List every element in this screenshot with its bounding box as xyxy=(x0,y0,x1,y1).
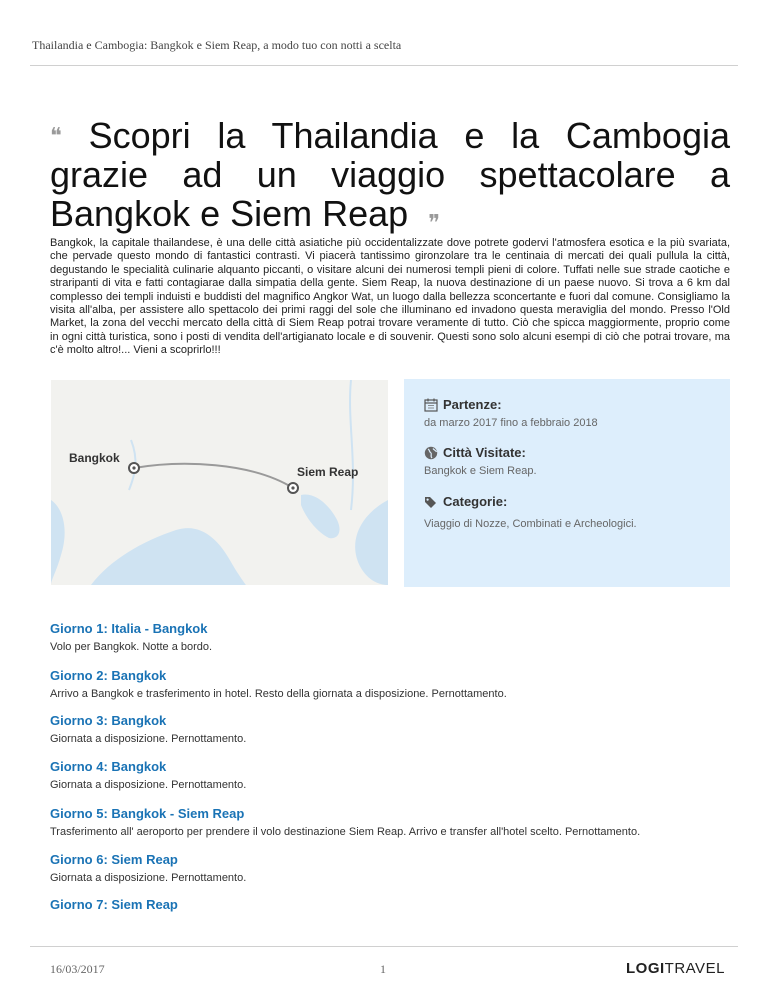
departures-value: da marzo 2017 fino a febbraio 2018 xyxy=(424,417,598,429)
day-text: Giornata a disposizione. Pernottamento. xyxy=(50,779,247,791)
cities-label: Città Visitate: xyxy=(443,445,526,460)
departures-heading xyxy=(424,397,502,412)
day-text: Trasferimento all' aeroporto per prendere il volo destinazione Siem Reap. Arrivo e transfer all'hotel scelto. Pernottamento. xyxy=(50,826,641,838)
title-text: Scopri la Thailandia e la Cambogia grazie ad un viaggio spettacolare a Bangkok e Siem Reap xyxy=(50,115,730,234)
header-divider xyxy=(30,65,738,66)
day-text: Giornata a disposizione. Pernottamento. xyxy=(50,872,247,884)
close-quote-icon: ❞ xyxy=(428,210,441,235)
map-marker-dot xyxy=(291,486,294,489)
day-title: Giorno 6: Siem Reap xyxy=(50,852,178,867)
day-text: Arrivo a Bangkok e trasferimento in hotel. Resto della giornata a disposizione. Pernottamento. xyxy=(50,688,507,700)
itinerary-day xyxy=(50,759,730,791)
categories-heading xyxy=(424,494,507,509)
tags-icon xyxy=(424,495,438,509)
itinerary-day xyxy=(50,621,730,653)
map-marker-dot xyxy=(132,466,135,469)
day-text: Volo per Bangkok. Notte a bordo. xyxy=(50,641,213,653)
footer-divider xyxy=(30,946,738,947)
categories-value: Viaggio di Nozze, Combinati e Archeologici. xyxy=(424,518,637,530)
cities-heading xyxy=(424,445,526,460)
page-number: 1 xyxy=(380,962,386,976)
itinerary-day xyxy=(50,806,730,838)
open-quote-icon: ❝ xyxy=(50,123,62,148)
departures-label: Partenze: xyxy=(443,397,502,412)
page-title xyxy=(50,116,730,242)
day-text: Giornata a disposizione. Pernottamento. xyxy=(50,733,247,745)
calendar-icon xyxy=(424,398,438,412)
day-title: Giorno 2: Bangkok xyxy=(50,668,167,683)
itinerary-day xyxy=(50,713,730,745)
logo-rest: TRAVEL xyxy=(664,960,725,977)
cities-value: Bangkok e Siem Reap. xyxy=(424,465,537,477)
map-graphic xyxy=(51,380,388,585)
map-label-bangkok: Bangkok xyxy=(69,451,120,465)
day-title: Giorno 1: Italia - Bangkok xyxy=(50,621,208,636)
trip-info-box xyxy=(404,379,730,587)
day-title: Giorno 4: Bangkok xyxy=(50,759,167,774)
day-title: Giorno 5: Bangkok - Siem Reap xyxy=(50,806,245,821)
route-map xyxy=(51,380,388,585)
intro-paragraph: Bangkok, la capitale thailandese, è una delle città asiatiche più occidentalizzate dove potrete godervi l'atmosfera esotica e la più svariata, che pervade questo mondo di fantastici contrasti. Vi piacerà tantissimo gironzolare tra le centinaia di mercati dei quali pullula la città, degustando le specialità culinarie alquanto piccanti, o visitare alcuni dei numerosi templi pieni di colore. Tuffati nelle sue strade caotiche e straripanti di vita e fatti contagiarae dalla simpatia della gente. Siem Reap, la nuova destinazione di un paese nuovo. Si trova a 6 km dal complesso dei templi induisti e buddisti del magnifico Angkor Wat, un luogo dalla bellezza sconcertante e fuori dal comune. Consigliamo la visita all'alba, per assistere allo spettacolo dei primi raggi del sole che illuminano ed invadono questa meraviglia del mondo. Presso l'Old Market, la zona del vecchi mercato della città di Siem Reap potrai trovare veramente di tutto. Ciò che spicca maggiormente, proprio come in ogni città turistica, sono i posti di vendita dell'artigianato locale e di souvenir. Questi sono solo alcuni esempi di ciò che potrai trovare, ma c'è molto altro!... Vieni a scoprirlo!!! xyxy=(50,237,730,357)
day-title: Giorno 3: Bangkok xyxy=(50,713,167,728)
globe-icon xyxy=(424,446,438,460)
categories-label: Categorie: xyxy=(443,494,508,509)
map-label-siem-reap: Siem Reap xyxy=(297,465,359,479)
logitravel-logo xyxy=(626,960,725,977)
logo-bold: LOGI xyxy=(626,960,665,977)
footer-date: 16/03/2017 xyxy=(50,962,105,976)
itinerary-day xyxy=(50,852,730,884)
itinerary-day xyxy=(50,668,730,700)
itinerary-day xyxy=(50,897,730,917)
day-title: Giorno 7: Siem Reap xyxy=(50,897,178,912)
page-header: Thailandia e Cambogia: Bangkok e Siem Reap, a modo tuo con notti a scelta xyxy=(32,38,402,52)
